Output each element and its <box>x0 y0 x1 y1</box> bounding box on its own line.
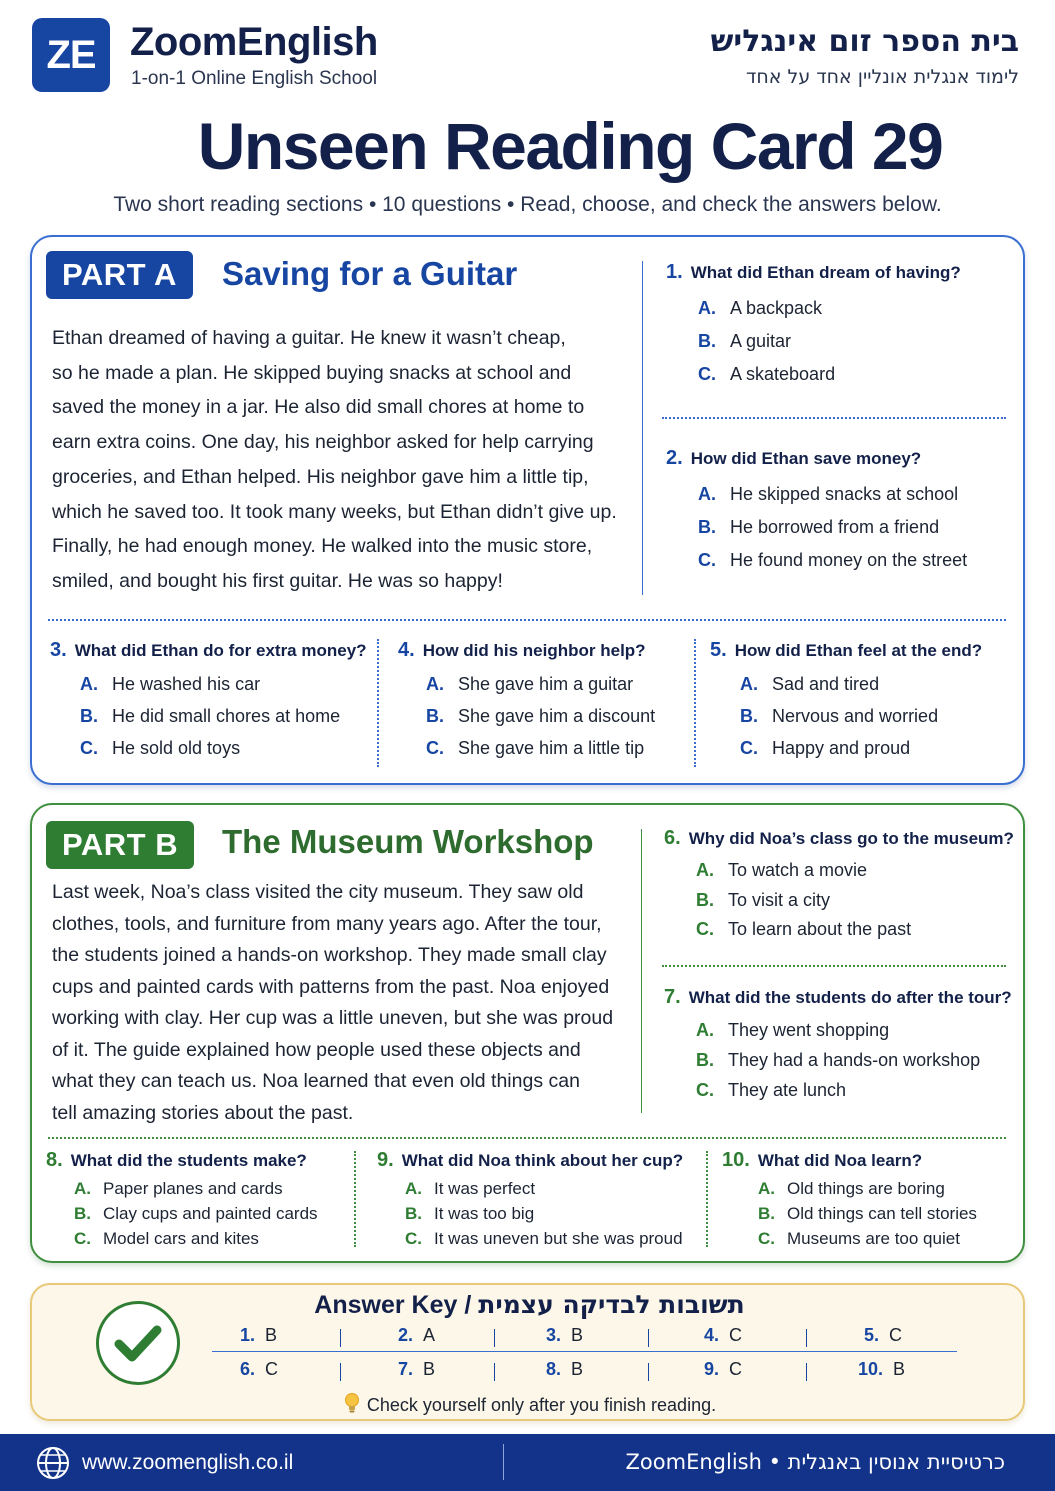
footer <box>0 1434 1055 1491</box>
answer-cell: 3. B <box>546 1325 584 1345</box>
option-b[interactable]: B. To visit a city <box>696 889 831 910</box>
website-link[interactable]: www.zoomenglish.co.il <box>82 1451 294 1474</box>
answer-cell: 2. A <box>398 1325 436 1345</box>
question-text: What did the students make? <box>70 1151 307 1170</box>
part-b-title: The Museum Workshop <box>222 823 594 860</box>
option-c[interactable]: C. He sold old toys <box>80 738 241 758</box>
passage-line: clothes, tools, and furniture from many years ago. After the tour, <box>52 912 602 935</box>
option-c[interactable]: C. He found money on the street <box>698 550 968 570</box>
question-3 <box>50 639 367 764</box>
part-a-card <box>30 235 1025 785</box>
option-a[interactable]: A. She gave him a guitar <box>426 674 634 694</box>
option-c[interactable]: C. To learn about the past <box>696 919 912 939</box>
option-c[interactable]: C. A skateboard <box>698 364 836 384</box>
passage-line: saved the money in a jar. He also did small chores at home to <box>52 396 585 419</box>
answer-cell: 9. C <box>704 1359 743 1379</box>
part-b-card <box>30 803 1025 1263</box>
question-10 <box>722 1149 977 1251</box>
passage-line: Ethan dreamed of having a guitar. He knew it wasn’t cheap, <box>52 327 566 349</box>
question-number: 5. <box>710 639 727 661</box>
column-divider <box>694 639 696 767</box>
passage-line: Finally, he had enough money. He walked into the music store, <box>52 535 593 558</box>
question-6 <box>664 827 1014 945</box>
question-text: What did Ethan dream of having? <box>690 263 961 282</box>
question-text: What did Noa think about her cup? <box>401 1151 684 1170</box>
option-c[interactable]: C. Model cars and kites <box>74 1229 259 1248</box>
option-a[interactable]: A. To watch a movie <box>696 860 868 880</box>
answer-cell: 10. B <box>858 1359 906 1379</box>
passage-line: groceries, and Ethan helped. His neighbor gave him a little tip, <box>52 465 589 488</box>
answer-separator <box>806 1363 807 1381</box>
logo: ZE <box>32 18 110 92</box>
hebrew-subtitle: לימוד אנגלית אונליין אחד על אחד <box>746 66 1019 88</box>
answer-key <box>30 1283 1025 1421</box>
section-separator <box>48 619 1006 621</box>
option-a[interactable]: A. Paper planes and cards <box>74 1179 283 1198</box>
header <box>0 0 1055 110</box>
part-a-title: Saving for a Guitar <box>222 255 518 292</box>
option-a[interactable]: A. Old things are boring <box>758 1179 945 1198</box>
section-separator <box>48 1137 1006 1139</box>
lightbulb-icon <box>343 1392 361 1414</box>
part-a-label: PART A <box>46 251 193 299</box>
part-a-passage <box>52 321 622 599</box>
column-divider <box>377 639 379 767</box>
option-b[interactable]: B. They had a hands-on workshop <box>696 1050 981 1070</box>
question-8 <box>46 1149 318 1251</box>
answer-key-title: Answer Key / תשובות לבדיקה עצמית <box>314 1290 745 1319</box>
option-a[interactable]: A. Sad and tired <box>740 674 880 694</box>
tip-text: Check yourself only after you finish reading. <box>32 1392 1027 1416</box>
option-a[interactable]: A. He skipped snacks at school <box>698 484 959 504</box>
answer-cell: 6. C <box>240 1359 279 1379</box>
question-number: 7. <box>664 986 681 1008</box>
question-number: 6. <box>664 827 681 849</box>
option-a[interactable]: A. They went shopping <box>696 1020 890 1040</box>
brand-tagline: 1-on-1 Online English School <box>131 68 378 89</box>
answer-separator <box>494 1329 495 1347</box>
answer-cell: 7. B <box>398 1359 436 1379</box>
passage-line: of it. The guide explained how people used these objects and <box>52 1038 581 1061</box>
option-b[interactable]: B. Old things can tell stories <box>758 1204 977 1223</box>
question-2 <box>666 447 967 577</box>
answer-divider <box>212 1351 957 1352</box>
question-number: 1. <box>666 261 683 283</box>
part-b-label: PART B <box>46 821 194 869</box>
column-divider <box>642 261 643 595</box>
option-a[interactable]: A. He washed his car <box>80 674 261 694</box>
option-c[interactable]: C. She gave him a little tip <box>426 738 645 758</box>
option-c[interactable]: C. Happy and proud <box>740 738 911 758</box>
option-c[interactable]: C. They ate lunch <box>696 1080 847 1100</box>
answer-separator <box>494 1363 495 1381</box>
passage-line: cups and painted cards with patterns from the past. Noa enjoyed <box>52 975 610 998</box>
option-b[interactable]: B. It was too big <box>405 1204 535 1223</box>
question-4 <box>398 639 655 764</box>
passage-line: working with clay. Her cup was a little uneven, but she was proud <box>52 1007 614 1029</box>
question-text: How did Ethan feel at the end? <box>734 641 983 660</box>
question-7 <box>664 986 1012 1105</box>
option-a[interactable]: A. A backpack <box>698 298 823 318</box>
passage-line: so he made a plan. He skipped buying snacks at school and <box>52 361 572 384</box>
answer-cell: 5. C <box>864 1325 903 1345</box>
answer-separator <box>648 1363 649 1381</box>
passage-line: tell amazing stories about the past. <box>52 1101 354 1124</box>
answer-cell: 4. C <box>704 1325 743 1345</box>
question-number: 9. <box>377 1149 394 1171</box>
option-b[interactable]: B. Nervous and worried <box>740 706 939 726</box>
question-text: How did his neighbor help? <box>422 641 646 660</box>
column-divider <box>354 1151 356 1247</box>
option-c[interactable]: C. It was uneven but she was proud <box>405 1229 683 1248</box>
answer-separator <box>340 1363 341 1381</box>
question-text: How did Ethan save money? <box>690 449 922 468</box>
column-divider <box>706 1151 708 1247</box>
option-b[interactable]: B. Clay cups and painted cards <box>74 1204 318 1223</box>
passage-line: what they can teach us. Noa learned that even old things can <box>52 1070 580 1092</box>
passage-line: the students joined a hands-on workshop. They made small clay <box>52 944 607 966</box>
answer-separator <box>648 1329 649 1347</box>
option-a[interactable]: A. It was perfect <box>405 1179 536 1198</box>
option-b[interactable]: B. A guitar <box>698 331 792 351</box>
question-number: 8. <box>46 1149 63 1171</box>
passage-line: which he saved too. It took many weeks, but Ethan didn’t give up. <box>52 500 617 523</box>
option-b[interactable]: B. She gave him a discount <box>426 706 656 726</box>
question-text: What did Ethan do for extra money? <box>74 641 367 660</box>
option-b[interactable]: B. He did small chores at home <box>80 706 341 726</box>
question-number: 2. <box>666 447 683 469</box>
page-subtitle: Two short reading sections • 10 questions • Read, choose, and check the answers below. <box>113 193 942 216</box>
question-1 <box>666 261 961 391</box>
brand-name: ZoomEnglish <box>130 20 378 64</box>
passage-line: smiled, and bought his first guitar. He was so happy! <box>52 569 503 592</box>
question-text: What did the students do after the tour? <box>688 988 1012 1007</box>
hebrew-title: בית הספר זום אינגליש <box>710 24 1019 59</box>
question-9 <box>377 1149 683 1251</box>
question-number: 10. <box>722 1149 750 1171</box>
question-5 <box>710 639 982 764</box>
footer-brand: כרטיסיית אנוסין באנגלית • ZoomEnglish <box>625 1450 1005 1474</box>
question-separator <box>662 965 1006 967</box>
option-b[interactable]: B. He borrowed from a friend <box>698 517 940 537</box>
page-title: Unseen Reading Card 29 <box>197 109 943 183</box>
option-c[interactable]: C. Museums are too quiet <box>758 1229 960 1248</box>
footer-divider <box>503 1444 504 1480</box>
column-divider <box>641 829 642 1113</box>
globe-icon <box>36 1446 70 1480</box>
question-separator <box>662 417 1006 419</box>
passage-line: earn extra coins. One day, his neighbor asked for help carrying <box>52 431 594 454</box>
answer-separator <box>340 1329 341 1347</box>
answer-separator <box>806 1329 807 1347</box>
question-text: What did Noa learn? <box>757 1151 923 1170</box>
part-b-passage <box>52 877 622 1129</box>
question-number: 4. <box>398 639 415 661</box>
question-text: Why did Noa’s class go to the museum? <box>688 829 1014 848</box>
answer-row-2 <box>212 1359 957 1389</box>
answer-cell: 8. B <box>546 1359 584 1379</box>
question-number: 3. <box>50 639 67 661</box>
passage-line: Last week, Noa’s class visited the city museum. They saw old <box>52 881 584 903</box>
answer-cell: 1. B <box>240 1325 278 1345</box>
